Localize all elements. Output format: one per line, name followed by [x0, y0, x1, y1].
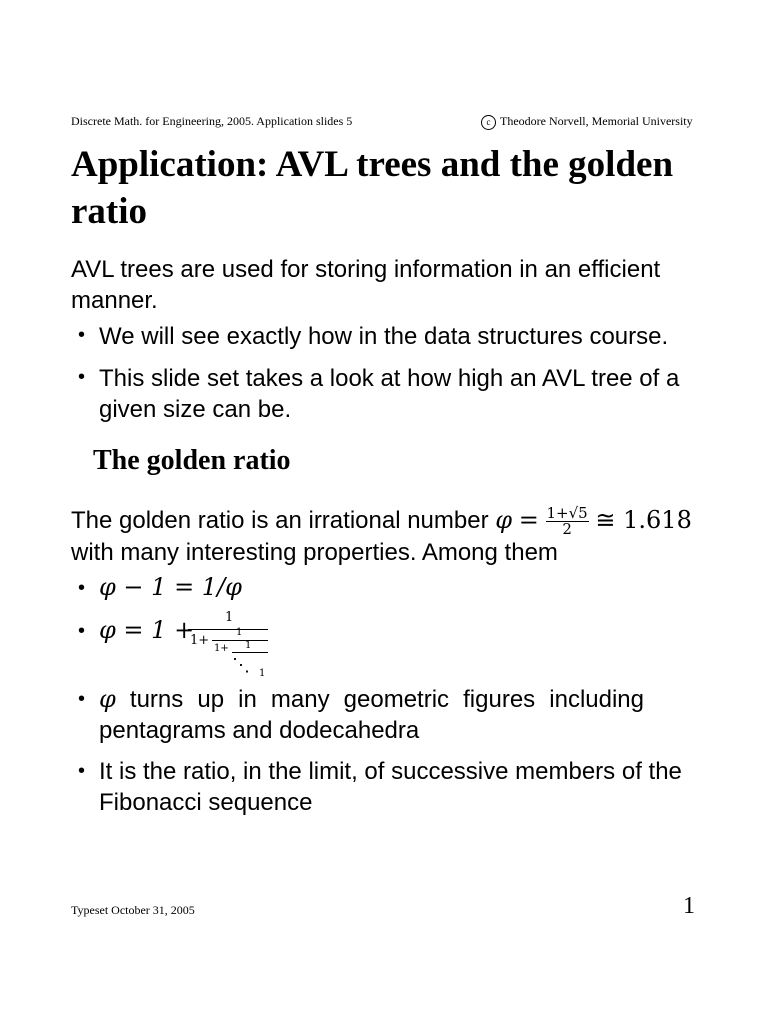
bullet-icon: • — [78, 620, 86, 642]
cf-bar-3 — [232, 652, 268, 653]
cf-one-plus-2: 1+ — [214, 643, 229, 654]
cf-bar-1 — [188, 629, 268, 630]
page-number: 1 — [683, 893, 695, 919]
bullet-icon: • — [78, 688, 86, 710]
list-item — [99, 684, 644, 746]
cf-ellipsis: ⋱ — [232, 655, 250, 676]
continued-fraction-lhs: φ = 1 + — [99, 616, 195, 644]
intro-paragraph: AVL trees are used for storing information in an efficient manner. — [71, 256, 661, 314]
phi-symbol: φ — [495, 506, 513, 534]
cf-numerator-3: 1 — [245, 640, 252, 651]
golden-ratio-continuation: with many interesting properties. Among them — [71, 539, 558, 566]
bullet-icon: • — [78, 324, 86, 346]
section-heading: The golden ratio — [93, 445, 291, 476]
cf-final-one: 1 — [259, 668, 266, 679]
cf-numerator-1: 1 — [225, 610, 234, 625]
golden-ratio-text: The golden ratio is an irrational number — [71, 507, 489, 534]
list-item: We will see exactly how in the data structures course. — [99, 323, 669, 350]
bullet-icon: • — [78, 366, 86, 388]
bullet-icon: • — [78, 760, 86, 782]
cf-one-plus-1: 1+ — [190, 633, 210, 648]
fraction-denominator: 2 — [562, 520, 572, 539]
cf-bar-2 — [212, 640, 268, 641]
header-left: Discrete Math. for Engineering, 2005. Application slides 5 — [71, 114, 353, 128]
copyright-icon: c — [481, 115, 496, 130]
page-title: Application: AVL trees and the golden ratio — [71, 144, 674, 232]
phi-symbol: φ — [99, 685, 116, 713]
golden-ratio-line — [71, 505, 692, 537]
list-item: This slide set takes a look at how high an AVL tree of a given size can be. — [99, 365, 680, 423]
bullet-icon: • — [78, 577, 86, 599]
equals-sign: = — [518, 506, 539, 534]
math-identity: φ − 1 = 1/φ — [99, 573, 242, 601]
header-author: Theodore Norvell, Memorial University — [500, 114, 693, 128]
cf-numerator-2: 1 — [236, 627, 243, 638]
approx-value: ≅ 1.618 — [595, 506, 692, 534]
header-right — [481, 114, 693, 130]
typeset-date: Typeset October 31, 2005 — [71, 903, 195, 917]
list-item-text: turns up in many geometric figures including pentagrams and dodecahedra — [99, 686, 644, 744]
continued-fraction — [188, 610, 272, 682]
fraction-numerator: 1+√5 — [546, 504, 588, 523]
list-item: It is the ratio, in the limit, of successive members of the Fibonacci sequence — [99, 758, 682, 816]
golden-fraction — [546, 506, 589, 537]
